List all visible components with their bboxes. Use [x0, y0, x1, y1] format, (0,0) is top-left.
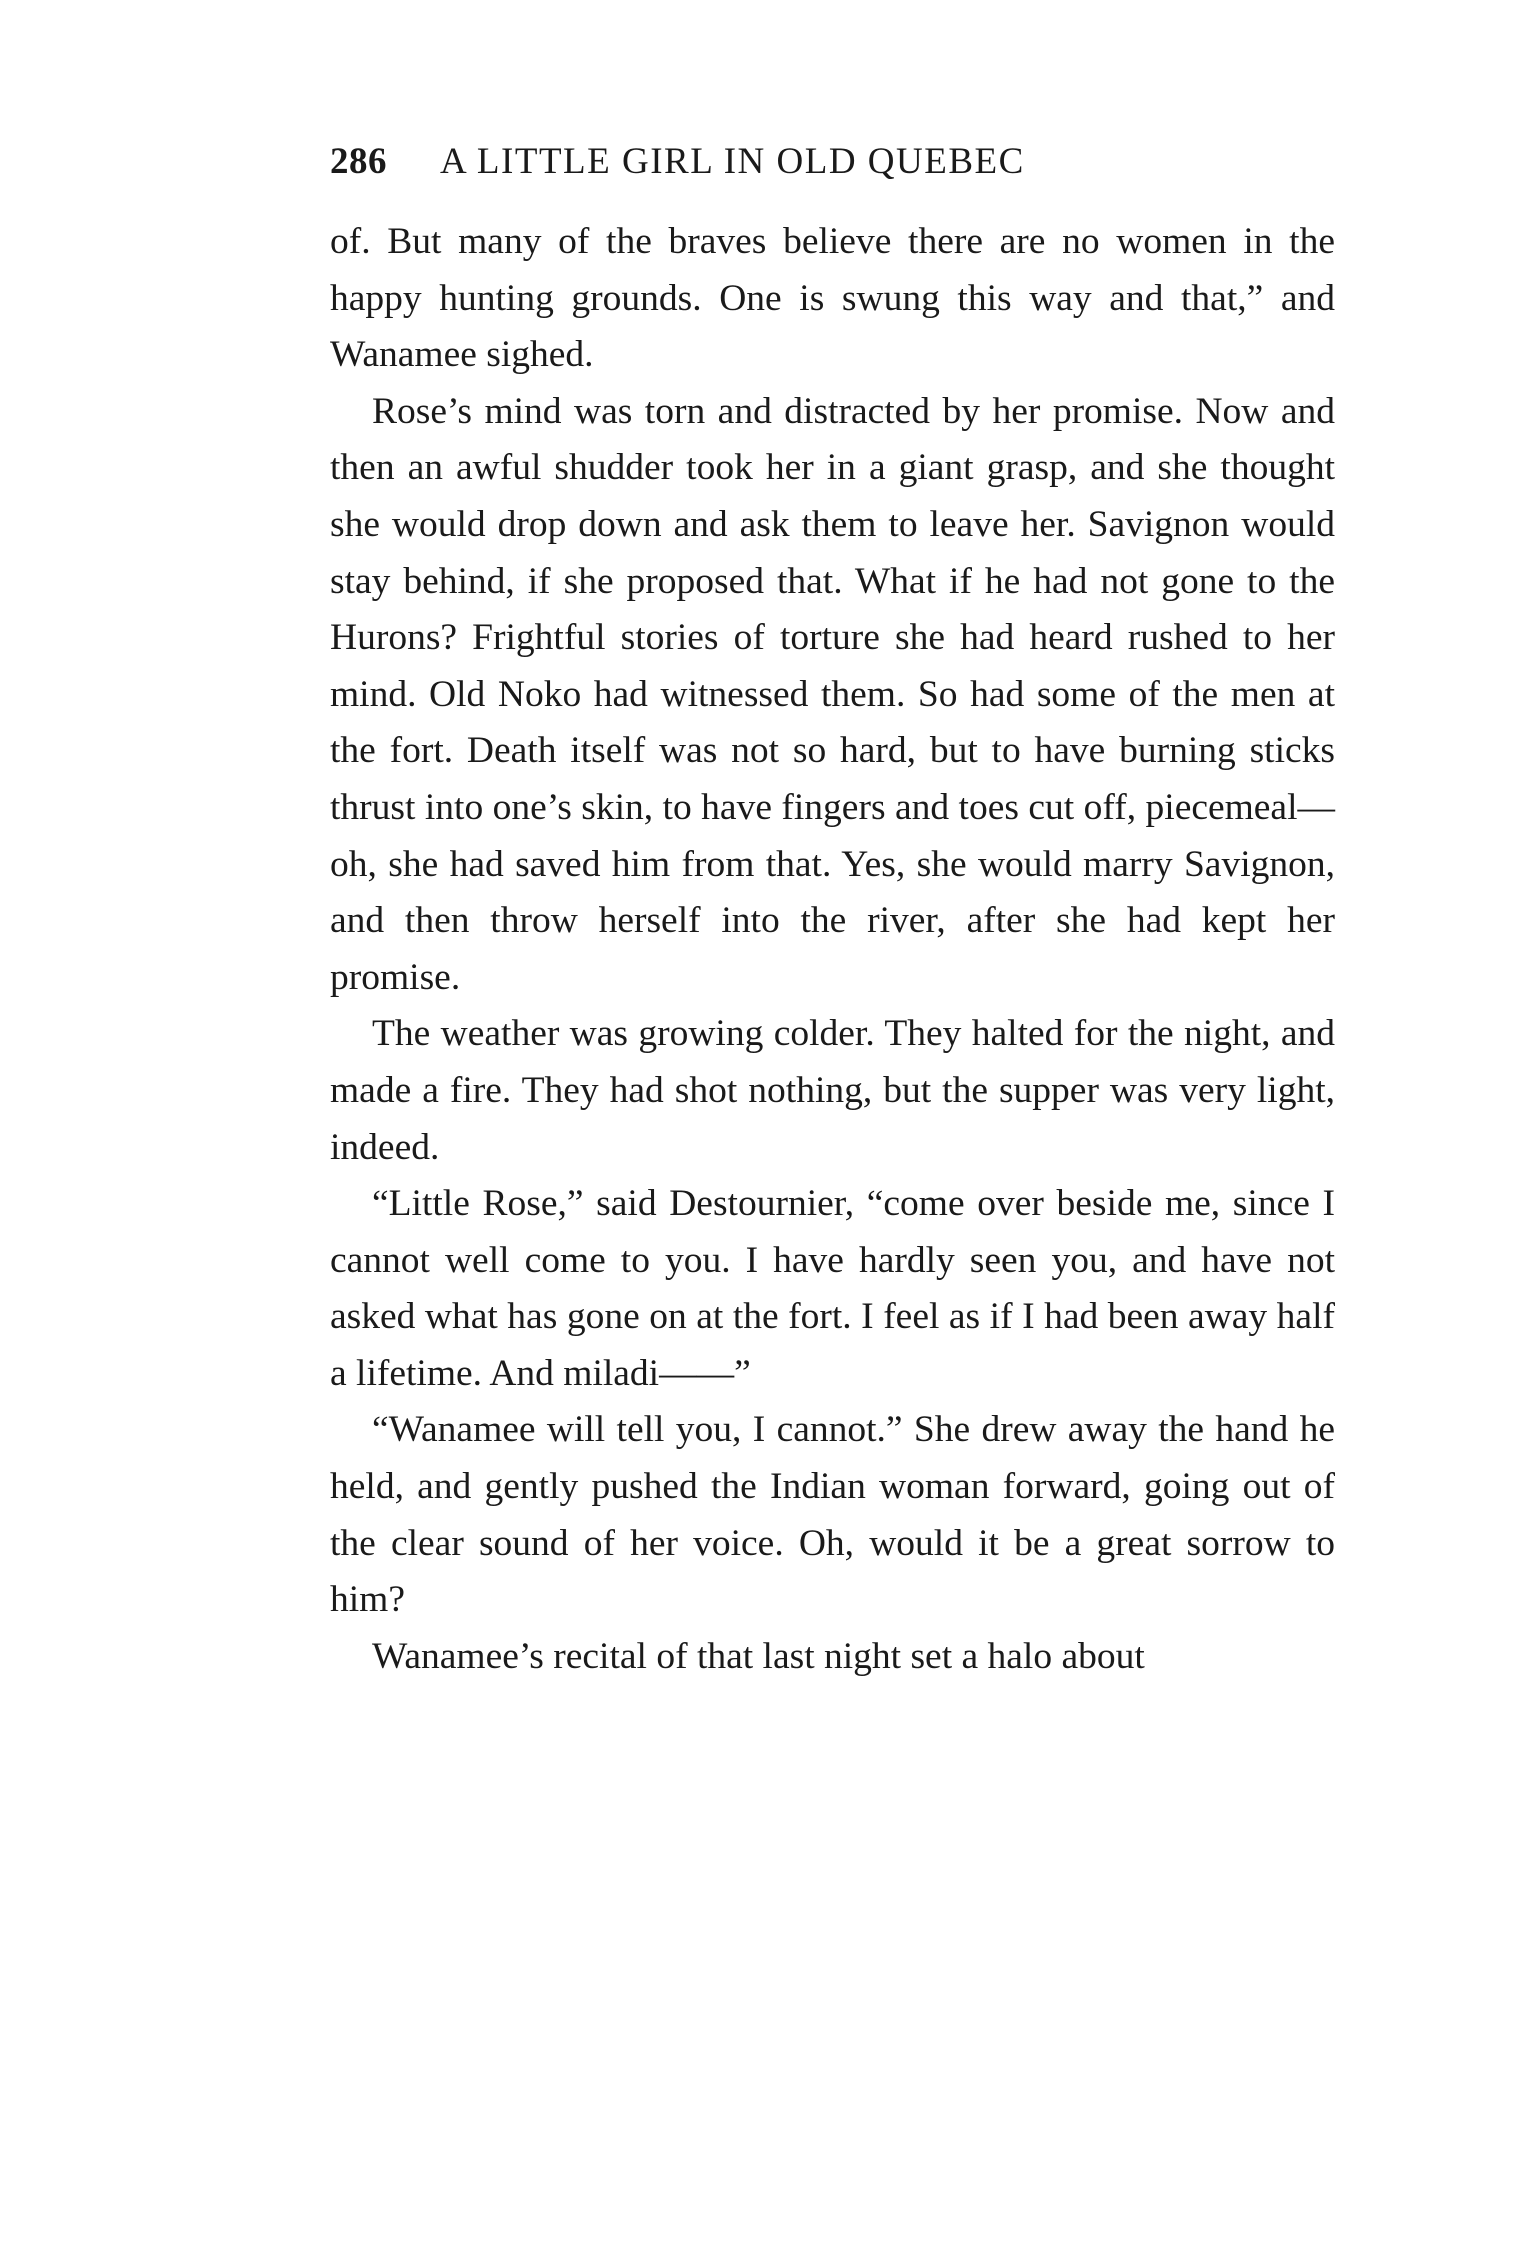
paragraph-continuation: of. But many of the braves believe there are no women in the happy hunting grounds. One is swung this way and that,” and Wanamee sighed. [330, 221, 1335, 376]
page-number: 286 [330, 141, 387, 182]
paragraph: Rose’s mind was torn and distracted by her promise. Now and then an awful shudder took her in a giant grasp, and she thought she would drop down and ask them to leave her. Savignon would stay behind, if she proposed that. What if he had not gone to the Hurons? Frightful stories of torture she had heard rushed to her mind. Old Noko had witnessed them. So had some of the men at the fort. Death itself was not so hard, but to have burning sticks thrust into one’s skin, to have fingers and toes cut off, piecemeal— oh, she had saved him from that. Yes, she would marry Savignon, and then throw herself into the river, after she had kept her promise. [330, 390, 1335, 998]
running-header [330, 140, 1335, 210]
paragraph: The weather was growing colder. They halted for the night, and made a fire. They had shot nothing, but the supper was very light, indeed. [330, 1013, 1335, 1168]
book-page [330, 140, 1335, 1685]
body-text [330, 214, 1335, 1685]
paragraph: “Little Rose,” said Destournier, “come over beside me, since I cannot well come to you. I have hardly seen you, and have not asked what has gone on at the fort. I feel as if I had been away half a lifetime. And miladi——” [330, 1183, 1335, 1394]
paragraph: “Wanamee will tell you, I cannot.” She drew away the hand he held, and gently pushed the Indian woman forward, going out of the clear sound of her voice. Oh, would it be a great sorrow to him? [330, 1409, 1335, 1621]
paragraph: Wanamee’s recital of that last night set a halo about [372, 1635, 1145, 1677]
book-title: A LITTLE GIRL IN OLD QUEBEC [440, 141, 1025, 182]
